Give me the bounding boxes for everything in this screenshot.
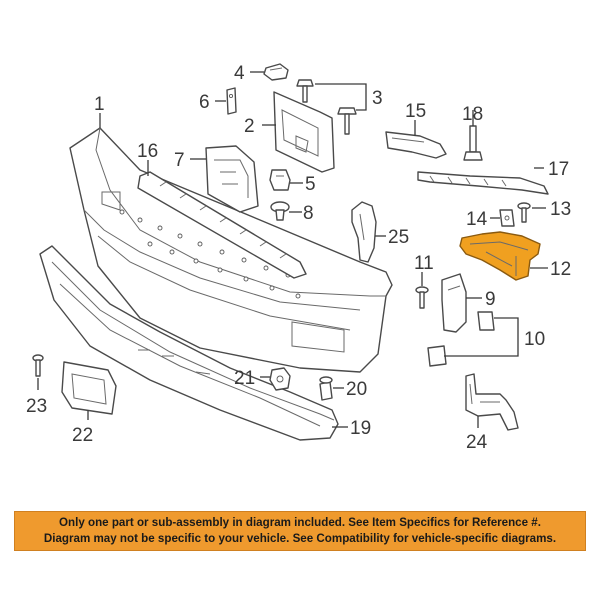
callout-6: 6 (199, 92, 210, 113)
part-23-bolt (33, 355, 43, 376)
part-12-highlighted-bracket (460, 232, 540, 280)
part-6-bracket (227, 88, 236, 114)
part-4-clip (264, 64, 288, 80)
part-17-strip (418, 172, 548, 194)
callout-15: 15 (405, 101, 427, 122)
callout-3: 3 (372, 88, 383, 109)
disclaimer-line-2: Diagram may not be specific to your vehicle. See Compatibility for vehicle-specific diagrams. (43, 532, 557, 545)
callout-14: 14 (466, 209, 488, 230)
callout-18: 18 (462, 104, 484, 125)
part-22-plate-bracket (62, 362, 116, 414)
callout-7: 7 (174, 150, 185, 171)
callout-1: 1 (94, 94, 105, 115)
callout-8: 8 (303, 203, 314, 224)
part-13-screw (518, 203, 530, 222)
callout-2: 2 (244, 116, 255, 137)
part-14-clip (500, 210, 514, 226)
callout-13: 13 (550, 199, 572, 220)
disclaimer-line-1: Only one part or sub-assembly in diagram included. See Item Specifics for Reference #. (59, 516, 541, 529)
part-15-bracket (386, 132, 446, 158)
callout-4: 4 (234, 63, 245, 84)
callout-10: 10 (524, 329, 546, 350)
part-2-mounting-plate (274, 92, 334, 172)
callout-5: 5 (305, 174, 316, 195)
part-9-bracket (442, 274, 466, 332)
callout-22: 22 (72, 425, 94, 446)
part-5-nut (270, 170, 290, 190)
callout-25: 25 (388, 227, 410, 248)
callout-16: 16 (137, 141, 159, 162)
callout-23: 23 (26, 396, 48, 417)
disclaimer-banner (14, 511, 586, 551)
callout-20: 20 (346, 379, 368, 400)
part-24-bracket (466, 374, 518, 430)
callout-9: 9 (485, 289, 496, 310)
part-20-bolt (320, 377, 332, 400)
part-18-bolt (464, 126, 482, 160)
callout-21: 21 (234, 368, 256, 389)
callout-11: 11 (414, 253, 434, 274)
callout-24: 24 (466, 432, 488, 453)
part-11-bolt (416, 287, 428, 308)
callout-17: 17 (548, 159, 570, 180)
part-8-pin (271, 202, 289, 220)
callout-19: 19 (350, 418, 372, 439)
part-25-cover (352, 202, 376, 262)
callout-12: 12 (550, 259, 572, 280)
